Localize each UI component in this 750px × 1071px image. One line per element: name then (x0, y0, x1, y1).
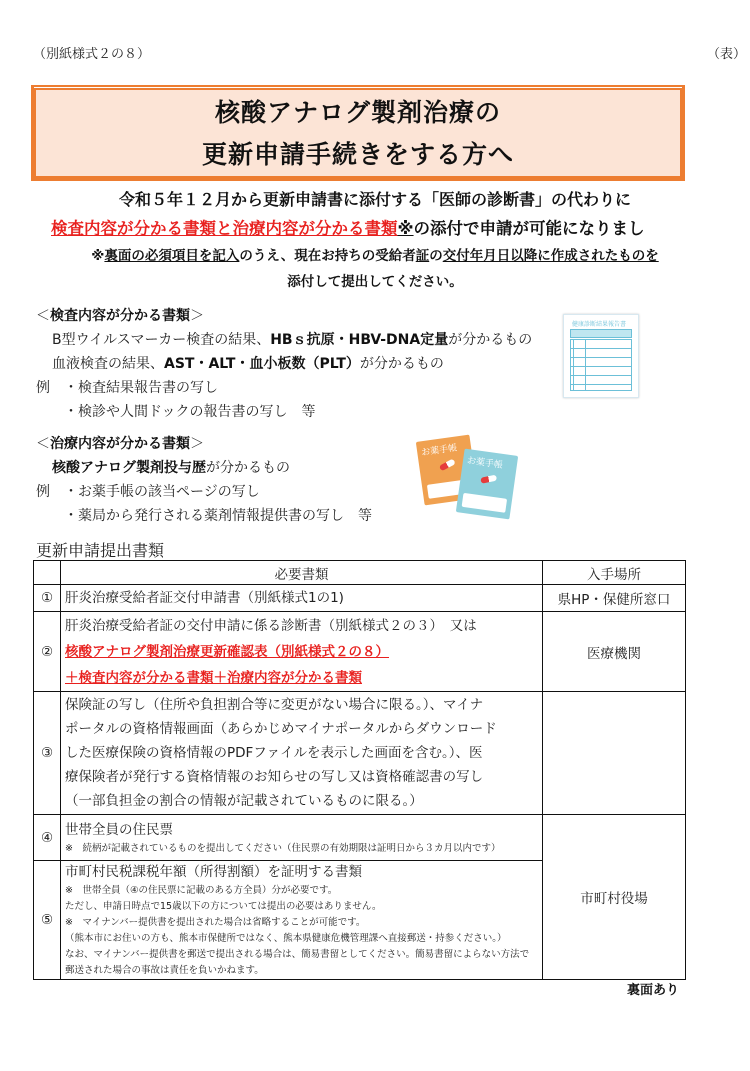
treatment-example-2: ・薬局から発行される薬剤情報提供書の写し 等 (64, 508, 372, 524)
bracket: ＞ (190, 308, 204, 324)
doc-red-text: 核酸アナログ製剤治療更新確認表（別紙様式２の８） (65, 643, 389, 660)
header-required-docs: 必要書類 (61, 561, 543, 585)
text: が分かるもの (206, 460, 290, 476)
exam-line-1 (52, 329, 532, 349)
notebook-title: お薬手帳 (420, 443, 458, 459)
bracket: ＜ (36, 308, 50, 324)
grid-line (585, 339, 586, 391)
intro-line-2 (51, 215, 741, 239)
intro-rest: の添付で申請が可能になりまし (413, 219, 645, 238)
report-illustration-grid (570, 339, 632, 391)
doc-note: ※ マイナンバー提供書を提出された場合は省略することが可能です。 (65, 917, 366, 928)
row-number: ⑤ (34, 861, 61, 980)
table-row (34, 585, 686, 612)
notebook-title: お薬手帳 (466, 456, 504, 471)
bracket: ＜ (36, 436, 50, 452)
doc-text: （一部負担金の割合の情報が記載されているものに限る。） (65, 793, 423, 809)
required-documents-table (33, 560, 686, 980)
row-source (543, 692, 686, 815)
doc-text: ポータルの資格情報画面（あらかじめマイナポータルからダウンロード (65, 721, 497, 737)
text: が分かるもの (448, 332, 533, 348)
doc-text: 肝炎治療受給者証の交付申請に係る診断書（別紙様式２の３） 又は (65, 617, 477, 634)
side-label: （表） (707, 47, 747, 62)
intro-date-condition: 交付年月日以降に作成されたものを (442, 248, 659, 264)
table-row (34, 815, 686, 861)
bold-text: AST・ALT・血小板数（PLT） (164, 356, 360, 372)
intro-red-text: 検査内容が分かる書類と治療内容が分かる書類 (51, 219, 398, 238)
row-doc (61, 612, 543, 692)
doc-note: 郵送された場合の事故は責任を負いかねます。 (65, 965, 264, 976)
intro-required-fields: 裏面の必須項目を記入 (104, 248, 240, 264)
title-line-2: 更新申請手続きをする方へ (201, 140, 514, 169)
doc-note: なお、マイナンバー提供書を郵送で提出される場合は、簡易書留としてください。簡易書留によらない方法で (65, 949, 530, 960)
text: 血液検査の結果、 (52, 356, 164, 372)
bracket: ＞ (190, 436, 204, 452)
table-header-row (34, 561, 686, 585)
medication-notebook-illustration (456, 449, 518, 520)
intro-line-1: 令和５年１２月から更新申請書に添付する「医師の診断書」の代わりに (118, 190, 631, 209)
header-num (34, 561, 61, 585)
doc-red-text: ＋検査内容が分かる書類＋治療内容が分かる書類 (65, 669, 362, 686)
report-illustration-title: 健康診断結果報告書 (572, 321, 627, 328)
exam-line-2 (52, 353, 444, 373)
pill-icon (439, 459, 456, 472)
doc-note: ※ 続柄が記載されているものを提出してください（住民票の有効期限は証明日から３カ月以内です） (65, 842, 501, 854)
treatment-heading (36, 433, 204, 453)
doc-text: した医療保険の資格情報のPDFファイルを表示した画面を含む。）、医 (65, 745, 483, 761)
row-doc (61, 861, 543, 980)
row-number: ② (34, 612, 61, 692)
treatment-example-label: 例 (36, 484, 50, 500)
notebook-label (462, 493, 508, 513)
table-row (34, 612, 686, 692)
row-number: ③ (34, 692, 61, 815)
intro-mark: ※ (397, 219, 414, 238)
row-doc (61, 815, 543, 861)
doc-note: ※ 世帯全員（④の住民票に記載のある方全員）分が必要です。 (65, 885, 338, 896)
doc-text: 世帯全員の住民票 (65, 821, 173, 838)
grid-line (573, 339, 574, 391)
row-number: ① (34, 585, 61, 612)
back-side-note: 裏面あり (627, 983, 680, 998)
form-code: （別紙様式２の８） (33, 47, 151, 62)
intro-line-4: 添付して提出してください。 (287, 274, 463, 290)
exam-example-2: ・検診や人間ドックの報告書の写し 等 (64, 404, 316, 420)
doc-text: 市町村民税課税年額（所得割額）を証明する書類 (65, 864, 362, 880)
header-source: 入手場所 (543, 561, 686, 585)
row-number: ④ (34, 815, 61, 861)
exam-example-label: 例 (36, 380, 50, 396)
row-source-merged: 市町村役場 (543, 815, 686, 980)
row-source: 医療機関 (543, 612, 686, 692)
doc-text: 療保険者が発行する資格情報のお知らせの写し又は資格確認書の写し (65, 769, 484, 785)
intro-note-mark: ※ (91, 248, 105, 264)
pill-icon (480, 475, 497, 484)
treatment-line-1 (52, 457, 290, 477)
report-document-illustration (563, 314, 639, 398)
intro-text: のうえ、現在お持ちの受給者 (239, 248, 416, 264)
title-box (31, 85, 685, 181)
row-doc (61, 692, 543, 815)
intro-text: 証 (415, 248, 430, 264)
exam-example-1: ・検査結果報告書の写し (64, 380, 218, 396)
intro-text: の (429, 248, 443, 264)
row-source: 県HP・保健所窓口 (543, 585, 686, 612)
report-illustration-bar (570, 329, 632, 338)
text: B型ウイルスマーカー検査の結果、 (52, 332, 271, 348)
doc-text: 保険証の写し（住所や負担割合等に変更がない場合に限る。）、マイナ (65, 697, 484, 713)
bold-text: HBｓ抗原・HBV-DNA定量 (270, 332, 449, 348)
doc-text: 肝炎治療受給者証交付申請書（別紙様式1の1) (65, 590, 344, 606)
text: が分かるもの (359, 356, 444, 372)
doc-note: ただし、申請日時点で15歳以下の方については提出の必要はありません。 (65, 901, 382, 912)
row-doc (61, 585, 543, 612)
intro-line-3 (30, 244, 720, 264)
table-row (34, 692, 686, 815)
table-title: 更新申請提出書類 (36, 541, 165, 560)
title-line-1: 核酸アナログ製剤治療の (214, 98, 501, 127)
exam-heading-text: 検査内容が分かる書類 (50, 308, 190, 324)
exam-heading (36, 305, 204, 325)
bold-text: 核酸アナログ製剤投与歴 (52, 460, 206, 476)
doc-note: （熊本市にお住いの方も、熊本市保健所ではなく、熊本県健康危機管理課へ直接郵送・持参ください。） (65, 933, 507, 944)
treatment-example-1: ・お薬手帳の該当ページの写し (64, 484, 260, 500)
treatment-heading-text: 治療内容が分かる書類 (50, 436, 190, 452)
